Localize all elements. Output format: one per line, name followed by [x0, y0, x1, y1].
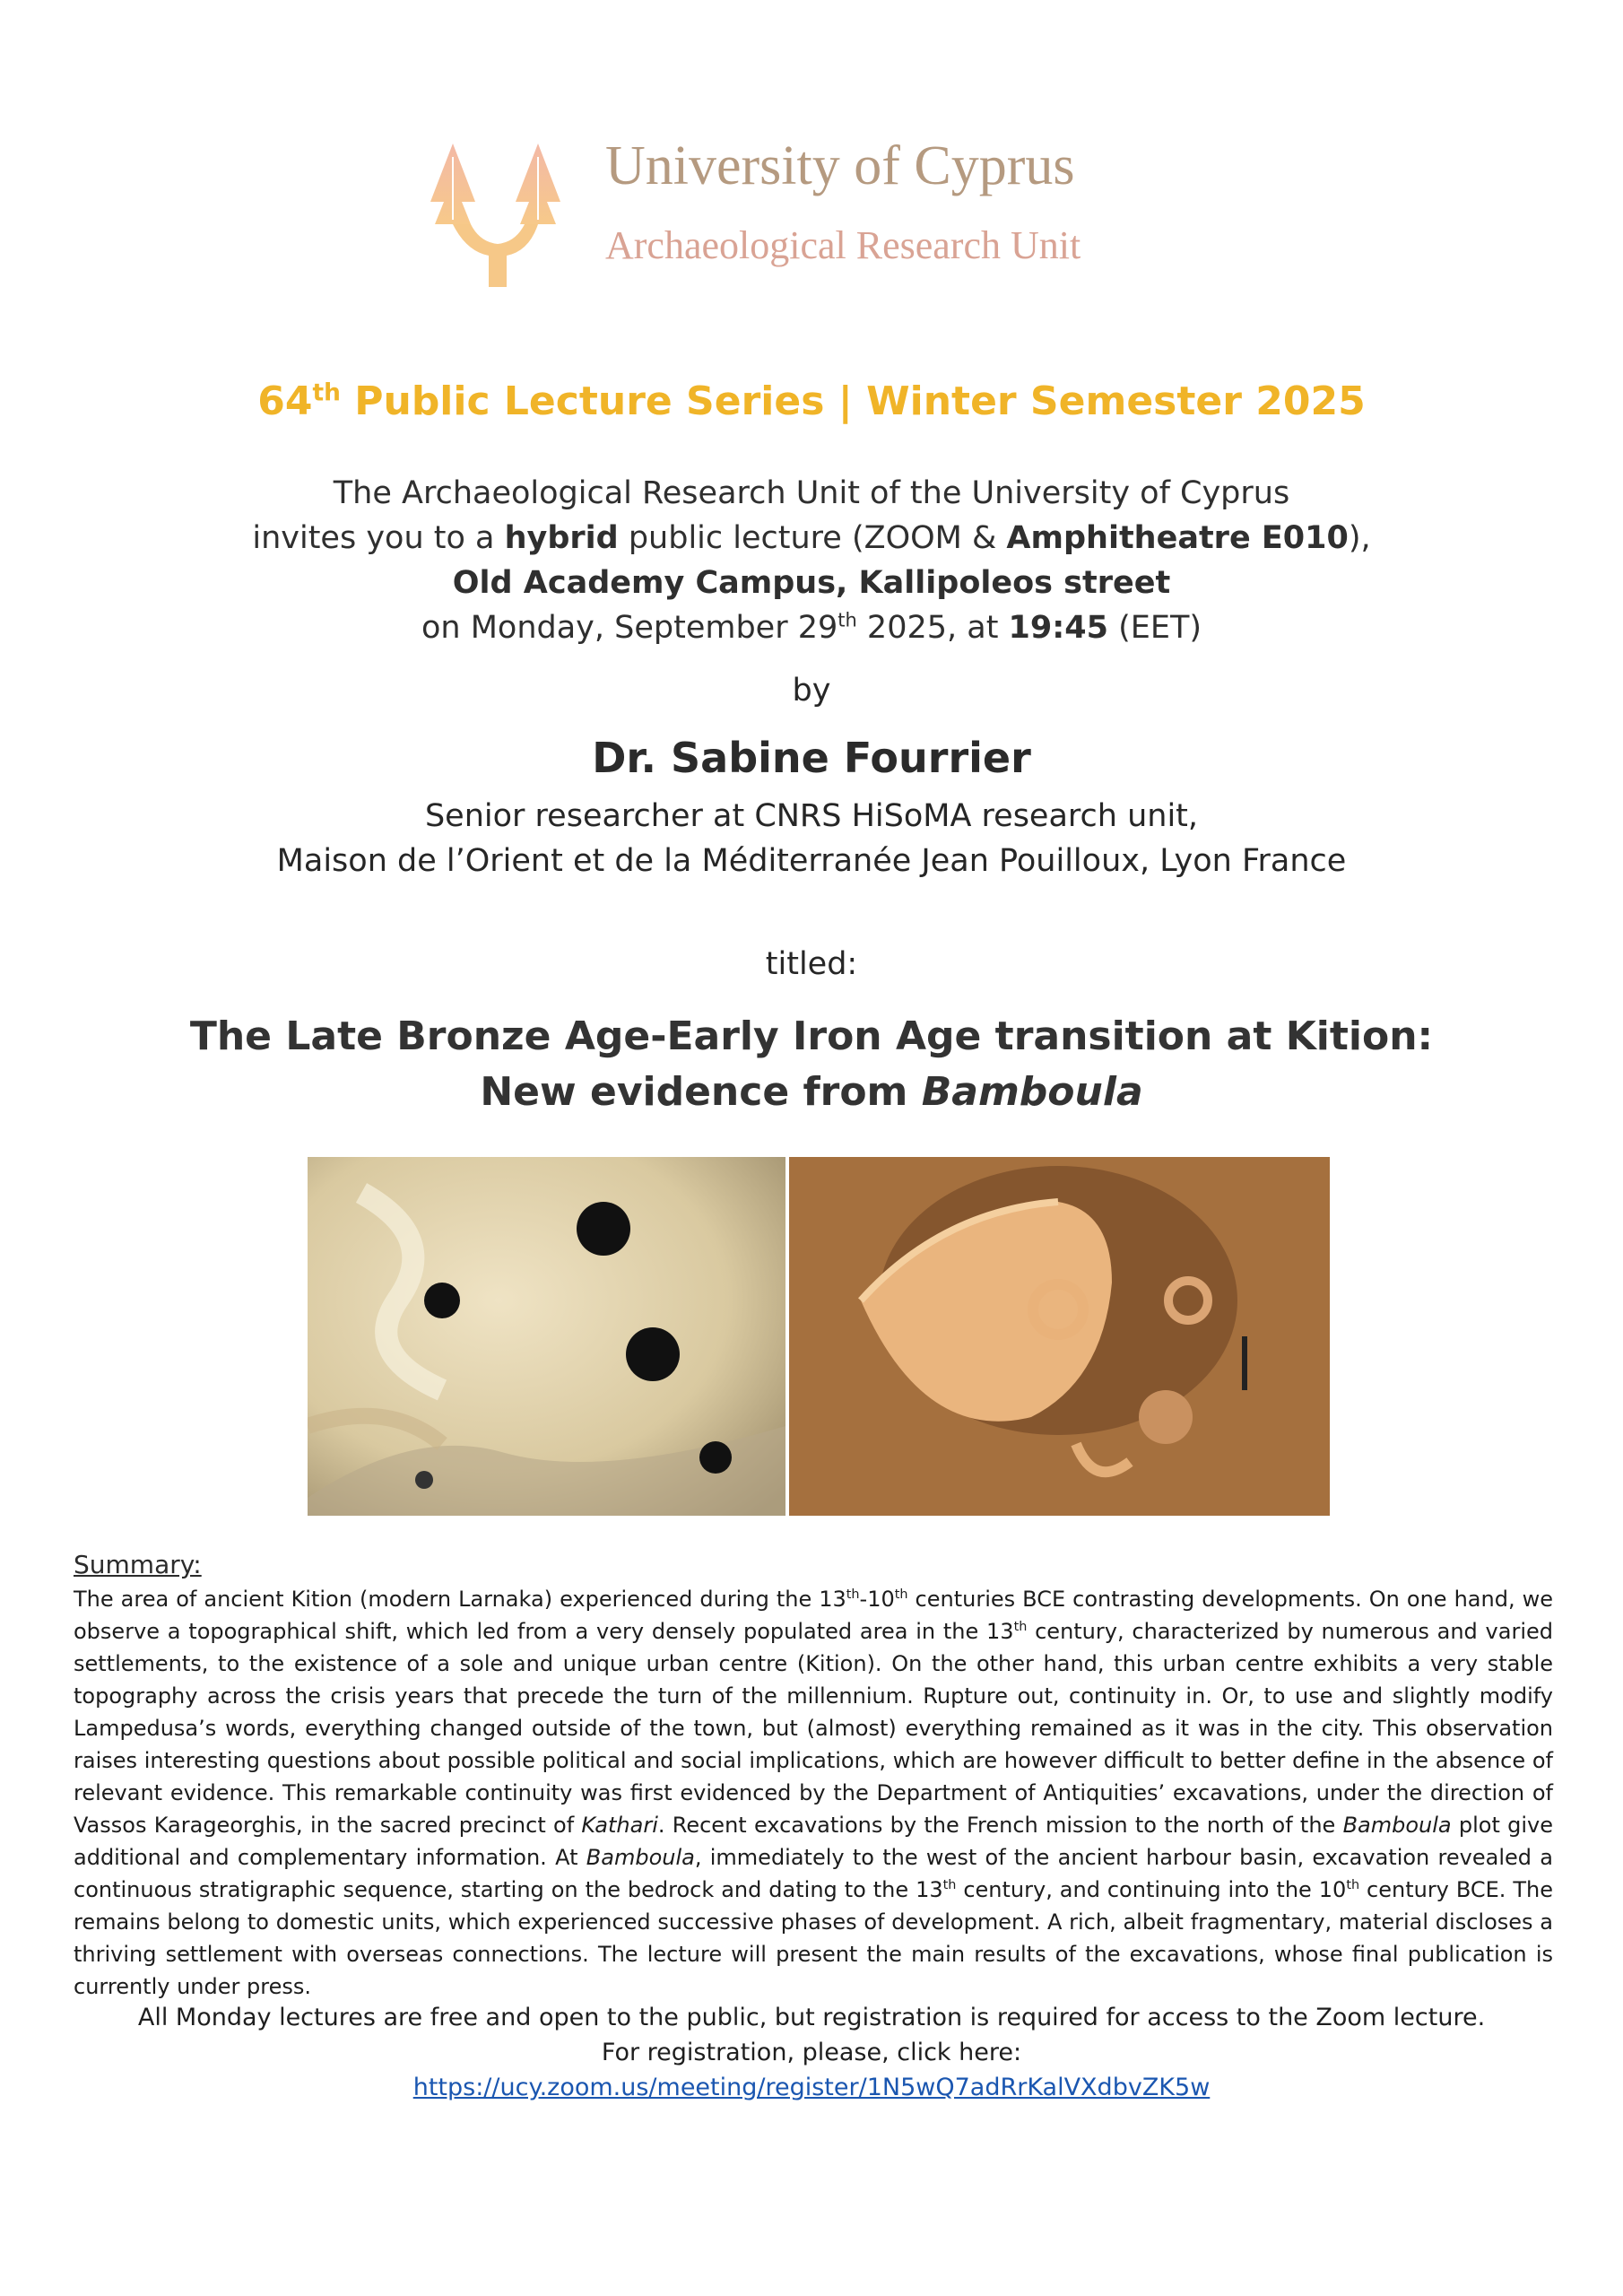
cyprus-tree-logo-icon [421, 135, 574, 291]
invitation-text: The Archaeological Research Unit of the University of Cyprus invites you to a hybrid public lecture (ZOOM & Amphitheatre E010), Old Academy Campus, Kallipoleos street on Monday, September 29th 2025, at 19:45 (EET) [252, 475, 1371, 646]
lecture-title: The Late Bronze Age-Early Iron Age transition at Kition: New evidence from Bamboula [189, 1013, 1434, 1115]
excavation-photo-postholes [308, 1157, 785, 1516]
summary-text: The area of ancient Kition (modern Larnaka) experienced during the 13th-10th centuries BCE contrasting developments. On one hand, we observe a topographical shift, which led from a very densely populated area in the 13th century, characterized by numerous and varied settlements, to the existence of a sole and unique urban centre (Kition). On the other hand, this urban centre exhibits a very stable topography across the crisis years that precede the turn of the millennium. Rupture out, continuity in. Or, to use and slightly modify Lampedusa’s words, everything changed outside of the town, but (almost) everything remained as it was in the city. This observation raises interesting questions about possible political and social implications, which are however difficult to better define in the absence of relevant evidence. This remarkable continuity was first evidenced by the Department of Antiquities’ excavations, under the direction of Vassos Karageorghis, in the sacred precinct of Kathari. Recent excavations by the French mission to the north of the Bamboula plot give additional and complementary information. At Bamboula, immediately to the west of the ancient harbour basin, excavation revealed a continuous stratigraphic sequence, starting on the bedrock and dating to the 13th century, and continuing into the 10th century BCE. The remains belong to domestic units, which experienced successive phases of development. A rich, albeit fragmentary, material discloses a thriving settlement with overseas connections. The lecture will present the main results of the excavations, whose final publication is currently under press. [74, 1587, 1554, 1999]
university-name: University of Cyprus [605, 135, 1075, 196]
excavation-photo-amphora [789, 1157, 1330, 1516]
registration-info: All Monday lectures are free and open to the public, but registration is required for access to the Zoom lecture. For registration, please, click here: https://ucy.zoom.us/meeting/register/1N5wQ7adRrKalVXdbvZK5w [137, 2004, 1486, 2101]
lecture-series-heading: 64th Public Lecture Series | Winter Semester 2025 [257, 378, 1366, 424]
speaker-name: Dr. Sabine Fourrier [592, 734, 1031, 782]
registration-link[interactable]: https://ucy.zoom.us/meeting/register/1N5wQ7adRrKalVXdbvZK5w [412, 2074, 1211, 2101]
speaker-affiliation: Senior researcher at CNRS HiSoMA research unit, Maison de l’Orient et de la Méditerranée Jean Pouilloux, Lyon France [276, 798, 1347, 879]
summary-heading: Summary: [74, 1550, 202, 1579]
titled-label: titled: [765, 946, 858, 982]
unit-name: Archaeological Research Unit [605, 223, 1081, 267]
by-label: by [792, 673, 831, 709]
